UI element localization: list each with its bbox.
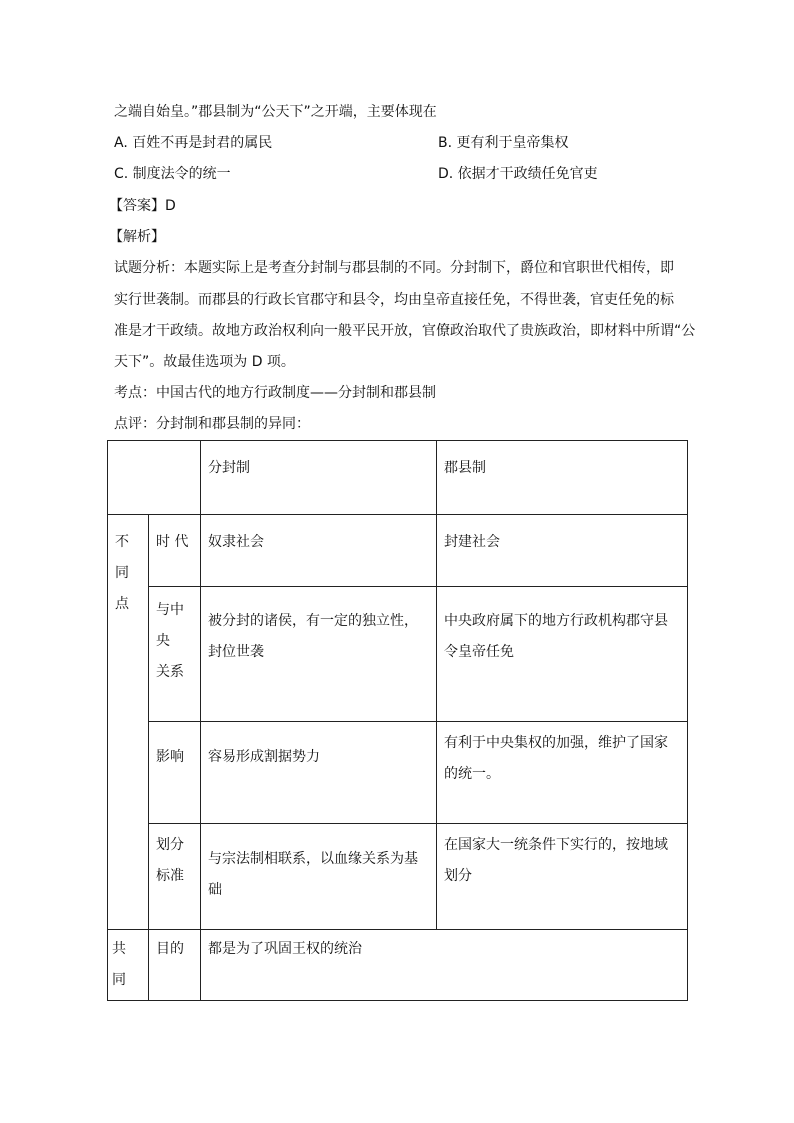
fenfeng-cell: 与宗法制相联系，以血缘关系为基础 [201,824,437,930]
comparison-table [107,440,688,1001]
aspect-text: 划分 [156,837,184,853]
fenfeng-cell: 奴隶社会 [201,515,437,587]
dianping-line: 点评：分封制和郡县制的异同： [114,416,310,432]
group-diff-char: 同 [115,565,129,581]
aspect-text: 与中 [156,602,184,618]
question-stem: 之端自始皇。”郡县制为“公天下”之开端，主要体现在 [114,104,437,120]
aspect-text: 时 代 [156,534,189,550]
same-content-cell: 都是为了巩固王权的统治 [201,930,688,1001]
group-diff-char: 不 [115,534,129,550]
analysis-line-2: 实行世袭制。而郡县的行政长官郡守和县令，均由皇帝直接任免，不得世袭，官吏任免的标 [114,292,674,308]
table-row [108,587,688,722]
option-d: D. 依据才干政绩任免官吏 [438,166,598,182]
aspect-text: 影响 [156,749,184,765]
analysis-line-1: 试题分析：本题实际上是考查分封制与郡县制的不同。分封制下，爵位和官职世代相传，即 [114,260,674,276]
option-a: A. 百姓不再是封君的属民 [114,135,273,151]
junxian-cell: 有利于中央集权的加强，维护了国家的统一。 [437,722,688,824]
analysis-label: 【解析】 [109,229,165,245]
aspect-cell [149,515,201,587]
option-c: C. 制度法令的统一 [114,166,231,182]
aspect-text: 标准 [156,868,184,884]
junxian-cell: 中央政府属下的地方行政机构郡守县令皇帝任免 [437,587,688,722]
group-diff-cell [108,515,149,930]
header-fenfeng: 分封制 [201,441,437,515]
junxian-cell: 封建社会 [437,515,688,587]
answer-value: D [165,198,176,214]
option-b: B. 更有利于皇帝集权 [438,135,569,151]
fenfeng-cell: 容易形成割据势力 [201,722,437,824]
table-row [108,515,688,587]
aspect-text: 目的 [156,941,184,957]
table-row [108,824,688,930]
aspect-text: 关系 [156,664,184,680]
analysis-line-3: 准是才干政绩。故地方政治权利向一般平民开放，官僚政治取代了贵族政治，即材料中所谓“公 [114,323,696,339]
group-same-cell [108,930,149,1001]
group-same-char: 共 [112,941,126,957]
analysis-line-4: 天下”。故最佳选项为 D 项。 [114,354,295,370]
table-header-row [108,441,688,515]
junxian-cell: 在国家大一统条件下实行的，按地域划分 [437,824,688,930]
header-empty-cell [108,441,201,515]
aspect-text: 央 [156,633,170,649]
group-same-char: 同 [112,972,126,988]
aspect-cell [149,587,201,722]
group-diff-char: 点 [115,596,129,612]
table-row [108,722,688,824]
header-junxian: 郡县制 [437,441,688,515]
answer-label: 【答案】 [109,198,165,214]
aspect-cell [149,722,201,824]
aspect-cell [149,930,201,1001]
fenfeng-cell: 被分封的诸侯，有一定的独立性，封位世袭 [201,587,437,722]
kaodian-line: 考点：中国古代的地方行政制度——分封制和郡县制 [114,385,436,401]
table-row-same [108,930,688,1001]
answer-line [109,196,176,216]
aspect-cell [149,824,201,930]
